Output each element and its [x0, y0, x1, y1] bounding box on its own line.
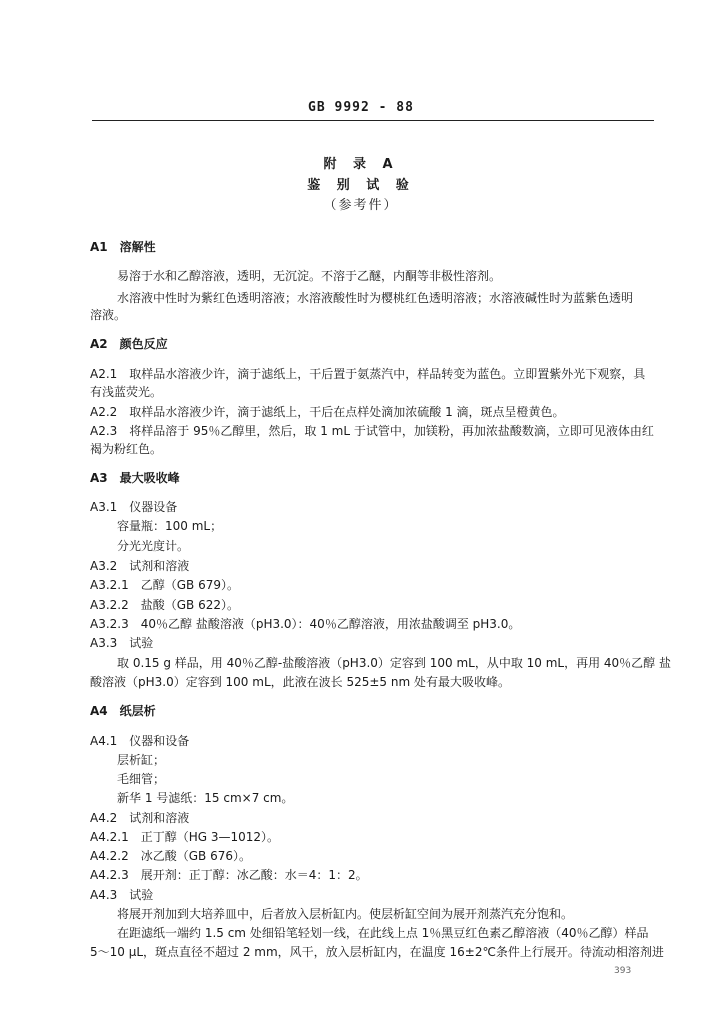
body-line: A4.3 试验 [90, 888, 154, 902]
section-heading-a2: A2 颜色反应 [90, 337, 168, 351]
body-line: A3.2.3 40％乙醇 盐酸溶液（pH3.0）：40％乙醇溶液，用浓盐酸调至 pH3.0。 [90, 617, 521, 631]
body-line: A3.3 试验 [90, 636, 154, 650]
annex-note: （参考件） [323, 198, 399, 213]
body-line: A2.3 将样品溶于 95％乙醇里，然后，取 1 mL 于试管中，加镁粉，再加浓盐酸数滴，立即可见液体由红 [90, 424, 654, 438]
page-number: 393 [614, 966, 632, 976]
body-line: A4.2.3 展开剂：正丁醇：冰乙酸：水＝4：1：2。 [90, 868, 368, 882]
body-line: A3.2.1 乙醇（GB 679）。 [90, 578, 239, 592]
body-line: 有浅蓝荧光。 [90, 385, 163, 399]
annex-title: 附 录 A [323, 157, 399, 172]
section-heading-a1: A1 溶解性 [90, 240, 156, 254]
body-line: 5～10 μL，斑点直径不超过 2 mm，风干，放入层析缸内，在温度 16±2℃条件上行展开。待流动相溶剂进 [90, 945, 664, 959]
body-line: 取 0.15 g 样品，用 40％乙醇-盐酸溶液（pH3.0）定容到 100 mL，从中取 10 mL，再用 40％乙醇 盐 [117, 656, 672, 670]
body-line: A2.2 取样品水溶液少许，滴于滤纸上，干后在点样处滴加浓硫酸 1 滴，斑点呈橙黄色。 [90, 405, 565, 419]
body-line: 层析缸； [117, 753, 166, 767]
annex-subtitle: 鉴 别 试 验 [307, 178, 415, 193]
header-rule [92, 120, 654, 121]
body-line: 在距滤纸一端约 1.5 cm 处细铅笔轻划一线，在此线上点 1％黑豆红色素乙醇溶液（40％乙醇）样品 [117, 926, 649, 940]
body-line: A3.2 试剂和溶液 [90, 559, 190, 573]
body-line: A3.1 仪器设备 [90, 500, 178, 514]
body-line: A4.1 仪器和设备 [90, 734, 190, 748]
body-line: 褐为粉红色。 [90, 442, 163, 456]
body-line: 分光光度计。 [117, 539, 190, 553]
body-line: A4.2.2 冰乙酸（GB 676）。 [90, 849, 251, 863]
section-heading-a4: A4 纸层析 [90, 704, 156, 718]
body-line: 毛细管； [117, 772, 166, 786]
body-line: 新华 1 号滤纸：15 cm×7 cm。 [117, 791, 294, 805]
section-heading-a3: A3 最大吸收峰 [90, 471, 180, 485]
standard-code-header: GB 9992 - 88 [308, 100, 414, 115]
body-line: A3.2.2 盐酸（GB 622）。 [90, 598, 239, 612]
body-line: 水溶液中性时为紫红色透明溶液；水溶液酸性时为樱桃红色透明溶液；水溶液碱性时为蓝紫色透明 [117, 291, 634, 305]
body-line: A4.2 试剂和溶液 [90, 811, 190, 825]
body-line: 将展开剂加到大培养皿中，后者放入层析缸内。使层析缸空间为展开剂蒸汽充分饱和。 [117, 907, 574, 921]
body-line: 易溶于水和乙醇溶液，透明，无沉淀。不溶于乙醚，内酮等非极性溶剂。 [117, 269, 502, 283]
body-line: A4.2.1 正丁醇（HG 3—1012）。 [90, 830, 280, 844]
body-line: 容量瓶：100 mL； [117, 519, 223, 533]
body-line: 溶液。 [90, 308, 127, 322]
body-line: A2.1 取样品水溶液少许，滴于滤纸上，干后置于氨蒸汽中，样品转变为蓝色。立即置紫外光下观察，具 [90, 367, 646, 381]
body-line: 酸溶液（pH3.0）定容到 100 mL，此液在波长 525±5 nm 处有最大吸收峰。 [90, 675, 510, 689]
